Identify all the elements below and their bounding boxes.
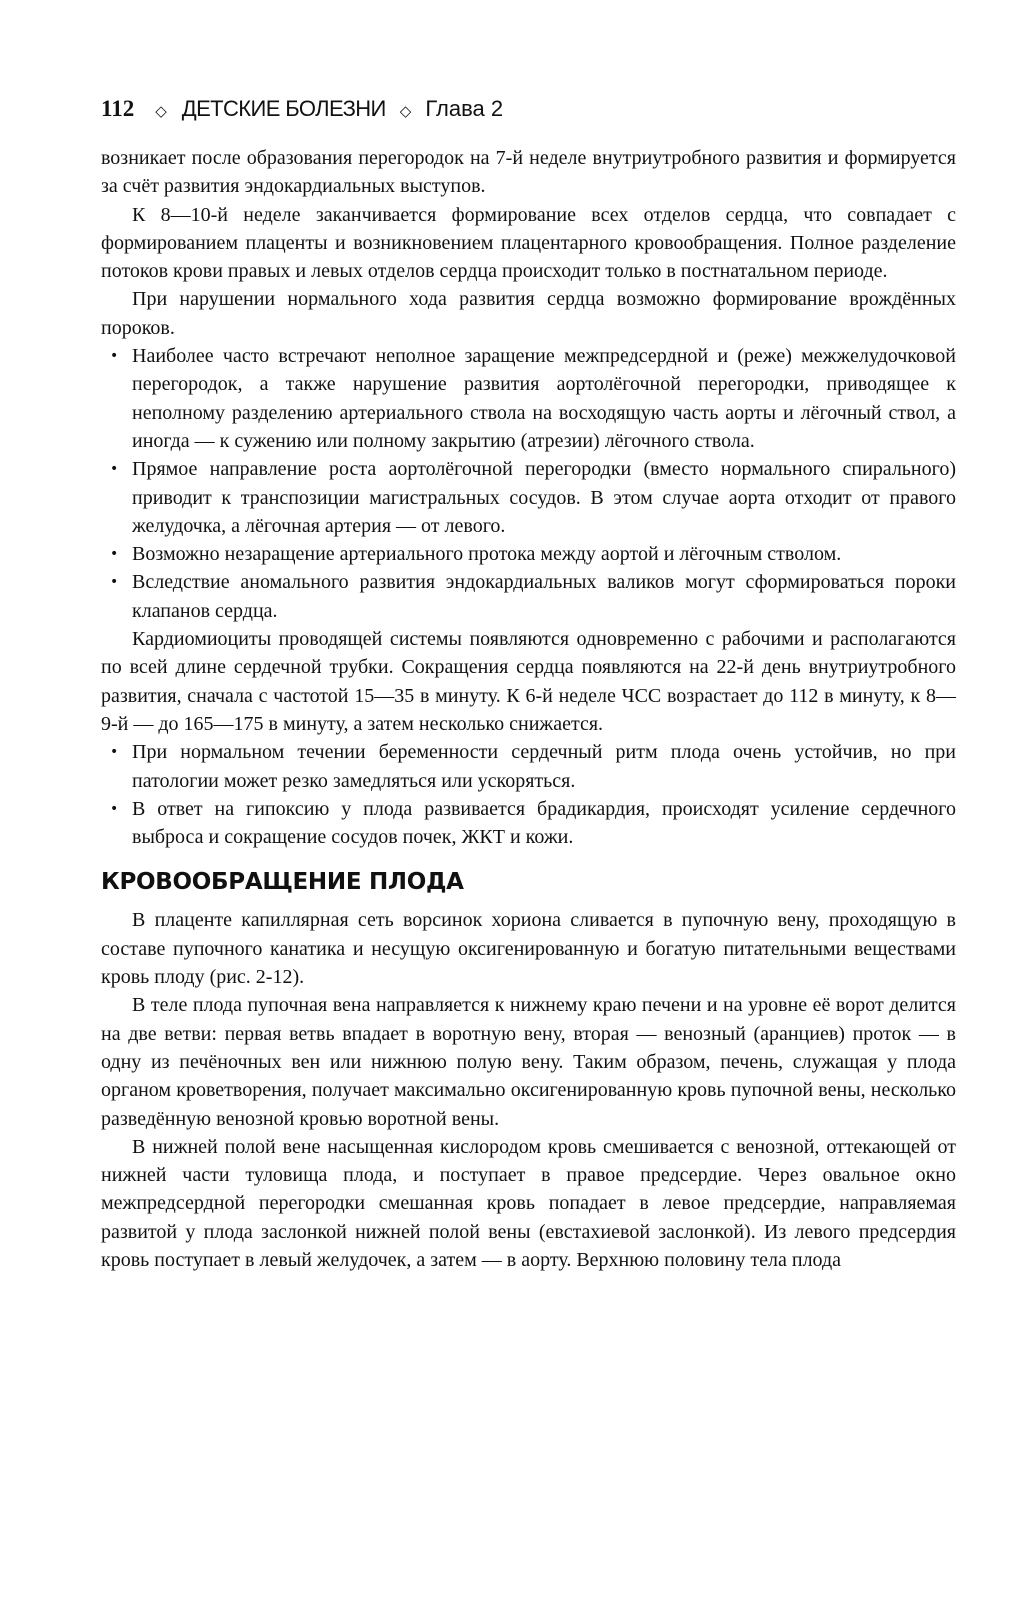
list-item-text: Прямое направление роста аортолёгочной перегородки (вместо нормального спирального) приводит к транспозиции магистральных сосудов. В этом случае аорта отходит от правого желудочка, а лёгочная артерия — от левого.	[132, 458, 956, 537]
book-title: ДЕТСКИЕ БОЛЕЗНИ	[181, 96, 386, 121]
bullet-icon: •	[110, 800, 119, 817]
paragraph: В плаценте капиллярная сеть ворсинок хориона сливается в пупочную вену, проходящую в составе пупочного канатика и несущую оксигенированную и богатую питательными веществами кровь плоду (рис. 2-12).	[101, 909, 956, 989]
bullet-icon: •	[110, 348, 119, 365]
chapter-label: Глава 2	[425, 96, 504, 121]
paragraph: Кардиомиоциты проводящей системы появляются одновременно с рабочими и располагаются по всей длине сердечной трубки. Сокращения сердца появляются на 22-й день внутриутробного развития, сначала с частотой 15—35 в минуту. К 6-й неделе ЧСС возрастает до 112 в минуту, к 8—9-й — до 165—175 в минуту, а затем несколько снижается.	[101, 628, 956, 735]
list-item-text: Вследствие аномального развития эндокардиальных валиков могут сформироваться пороки клапанов сердца.	[132, 571, 956, 622]
main-text	[101, 144, 956, 1274]
paragraph: К 8—10-й неделе заканчивается формирование всех отделов сердца, что совпадает с формированием плаценты и возникновением плацентарного кровообращения. Полное разделение потоков крови правых и левых отделов сердца происходит только в постнатальном периоде.	[101, 203, 956, 283]
list-item-text: Наиболее часто встречают неполное заращение межпредсердной и (реже) межжелудочковой перегородок, а также нарушение развития аортолёгочной перегородки, приводящее к неполному разделению артериального ствола на восходящую часть аорты и лёгочный ствол, а иногда — к сужению или полному закрытию (атрезии) лёгочного ствола.	[132, 345, 956, 452]
page-number: 112	[101, 96, 135, 121]
list-item	[101, 795, 956, 852]
bullet-list	[101, 738, 956, 851]
diamond-separator-icon: ◇	[155, 103, 167, 120]
list-item-text: При нормальном течении беременности сердечный ритм плода очень устойчив, но при патологии может резко замедляться или ускоряться.	[132, 741, 956, 792]
paragraph: возникает после образования перегородок на 7-й неделе внутриутробного развития и формируется за счёт развития эндокардиальных выступов.	[101, 147, 956, 198]
running-header	[101, 96, 503, 122]
list-item-text: Возможно незаращение артериального протока между аортой и лёгочным стволом.	[132, 543, 842, 566]
bullet-icon: •	[110, 461, 119, 478]
paragraph: При нарушении нормального хода развития сердца возможно формирование врождённых пороков.	[101, 288, 956, 339]
bullet-icon: •	[110, 546, 119, 563]
bullet-icon: •	[110, 574, 119, 591]
list-item-text: В ответ на гипоксию у плода развивается брадикардия, происходят усиление сердечного выброса и сокращение сосудов почек, ЖКТ и кожи.	[132, 797, 956, 849]
list-item	[101, 540, 956, 568]
bullet-icon: •	[110, 744, 119, 761]
diamond-separator-icon: ◇	[399, 103, 412, 120]
paragraph: В нижней полой вене насыщенная кислородом кровь смешивается с венозной, оттекающей от нижней части туловища плода, и поступает в правое предсердие. Через овальное окно межпредсердной перегородки смешанная кровь попадает в левое предсердие, направляемая развитой у плода заслонкой нижней полой вены (евстахиевой заслонкой). Из левого предсердия кровь поступает в левый желудочек, а затем — в аорту. Верхнюю половину тела плода	[101, 1135, 956, 1271]
list-item	[101, 342, 956, 455]
list-item	[101, 568, 956, 625]
list-item	[101, 455, 956, 540]
section-heading: КРОВООБРАЩЕНИЕ ПЛОДА	[101, 869, 464, 896]
bullet-list	[101, 342, 956, 625]
paragraph: В теле плода пупочная вена направляется к нижнему краю печени и на уровне её ворот делится на две ветви: первая ветвь впадает в воротную вену, вторая — венозный (аранциев) проток — в одну из печёночных вен или нижнюю полую вену. Таким образом, печень, служащая у плода органом кроветворения, получает максимально оксигенированную кровь пупочной вены, несколько разведённую венозной кровью воротной вены.	[101, 994, 956, 1130]
list-item	[101, 738, 956, 795]
